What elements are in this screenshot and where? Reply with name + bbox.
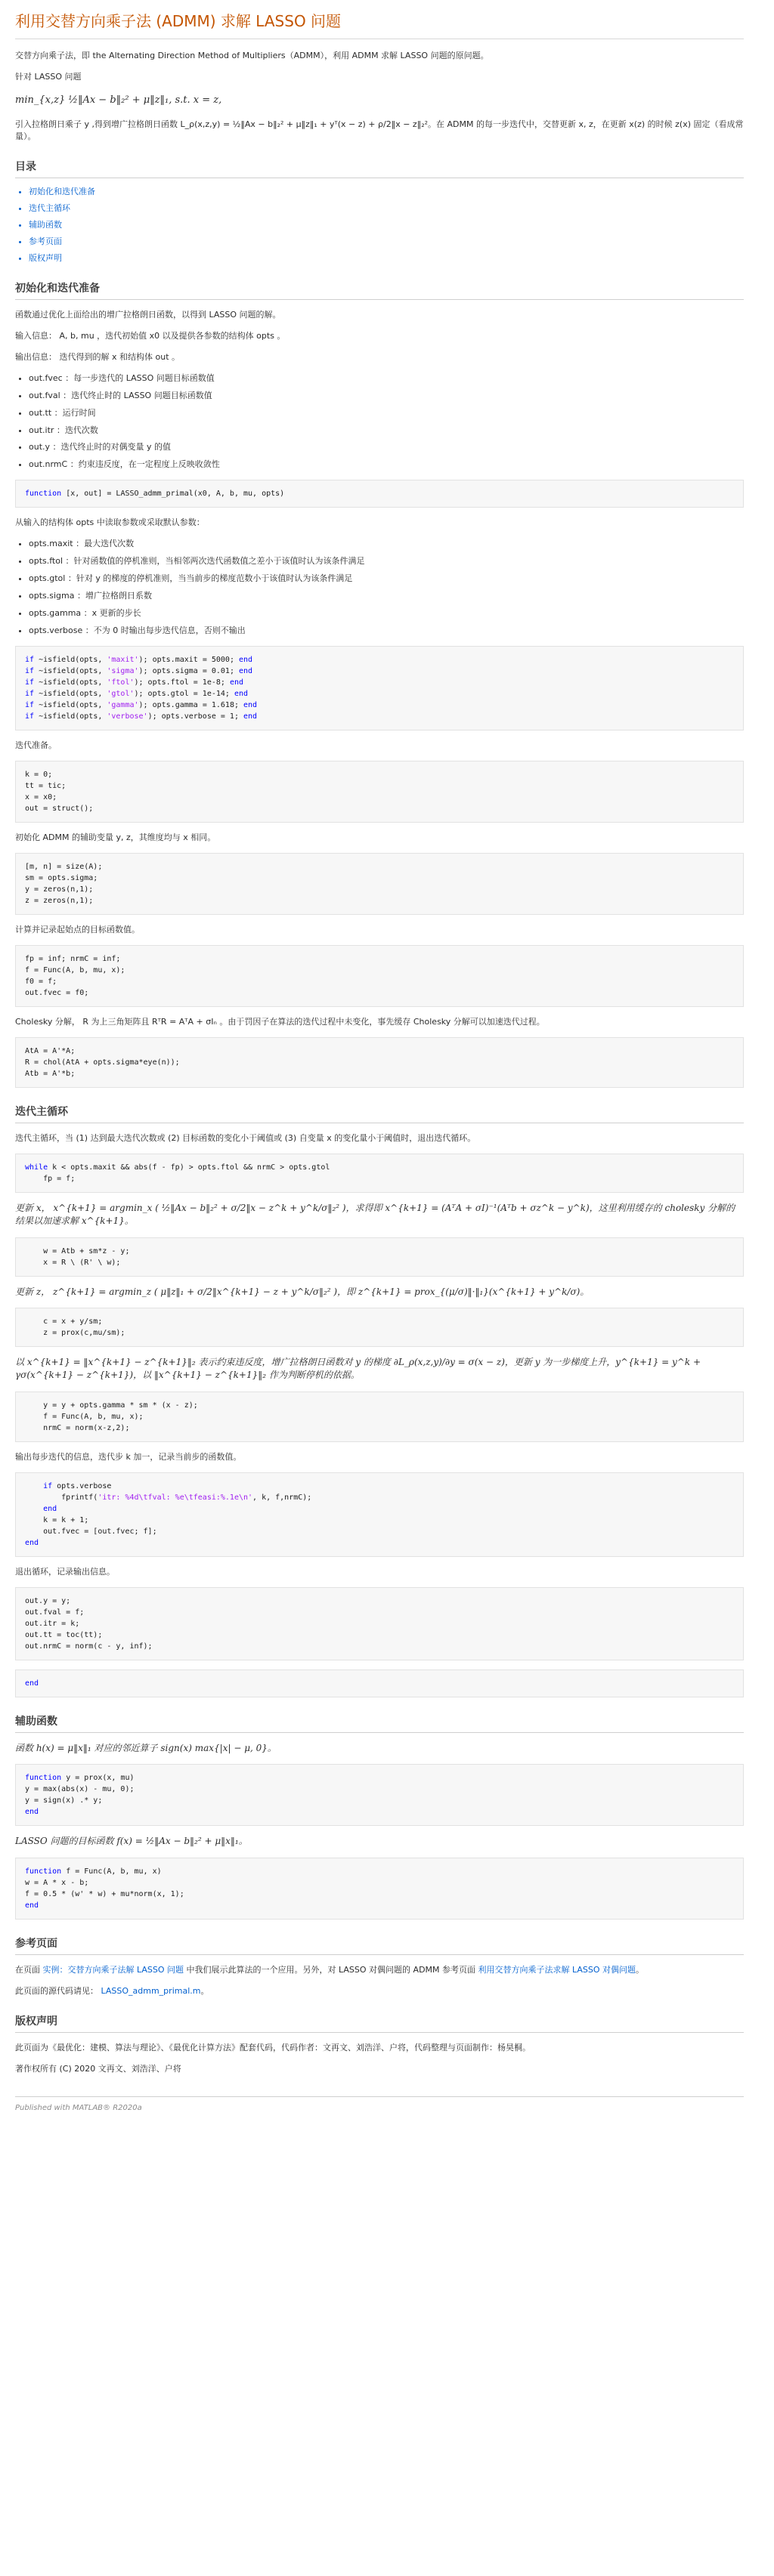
code-keyword: function — [25, 1774, 62, 1783]
code-keyword: end — [243, 712, 258, 721]
code-string: 'gamma' — [107, 700, 139, 709]
code-text: ~isfield(opts, — [34, 712, 107, 721]
intro-paragraph: 交替方向乘子法，即 the Alternating Direction Method of Multipliers（ADMM），利用 ADMM 求解 LASSO 问题的原问题。 — [15, 51, 489, 60]
code-block: function [x, out] = LASSO_admm_primal(x0, A, b, mu, opts) — [15, 480, 744, 508]
code-keyword: function — [25, 1867, 62, 1876]
text-span: 中我们展示此算法的一个应用。另外，对 LASSO 对偶问题的 ADMM 参考页面 — [184, 1965, 478, 1975]
list-item: • opts.gtol ：针对 y 的梯度的停机准则，当当前步的梯度范数小于该值时认为该条件满足 — [29, 573, 744, 585]
code-block — [15, 1764, 744, 1826]
code-text: [x, out] = LASSO_admm_primal(x0, A, b, mu, opts) — [61, 490, 285, 499]
code-text: y = prox(x, mu) y = max(abs(x) - mu, 0); y = sign(x) .* y; — [25, 1774, 135, 1805]
section-text: 退出循环，记录输出信息。 — [15, 1566, 115, 1577]
code-text: ); opts.maxit = 5000; — [138, 655, 239, 664]
code-keyword: if — [43, 1481, 53, 1490]
code-keyword: if — [25, 689, 35, 698]
toc-link-helpers[interactable]: 辅助函数 — [29, 219, 62, 230]
section-text: 函数 h(x) = μ‖x‖₁ 对应的邻近算子 sign(x) max{|x| − μ, 0}。 — [15, 1742, 277, 1753]
source-file-link[interactable]: LASSO_admm_primal.m — [101, 1986, 201, 1996]
section-text — [15, 1985, 744, 1997]
section-text: 输出每步迭代的信息，迭代步 k 加一，记录当前步的函数值。 — [15, 1451, 242, 1462]
toc-list — [15, 186, 744, 264]
problem-equation: min_{x,z} ½‖Ax − b‖₂² + μ‖z‖₁, s.t. x = z, — [15, 94, 222, 106]
code-keyword: end — [43, 1504, 57, 1513]
dual-problem-link[interactable]: 利用交替方向乘子法求解 LASSO 对偶问题 — [478, 1965, 636, 1975]
code-keyword: if — [25, 678, 35, 687]
section-text: 迭代主循环，当 (1) 达到最大迭代次数或 (2) 目标函数的变化小于阈值或 (3) 自变量 x 的变化量小于阈值时，退出迭代循环。 — [15, 1132, 476, 1143]
toc-link-refs[interactable]: 参考页面 — [29, 236, 62, 246]
section-heading-init: 初始化和迭代准备 — [15, 281, 744, 300]
toc-heading: 目录 — [15, 159, 744, 178]
example-link[interactable]: 实例：交替方向乘子法解 LASSO 问题 — [42, 1965, 184, 1975]
section-text — [15, 1964, 744, 1976]
code-text: ); opts.gamma = 1.618; — [138, 700, 244, 709]
section-text: 更新 z， z^{k+1} = argmin_z ( μ‖z‖₁ + σ/2‖x^{k+1} − z + y^k/σ‖₂² )，即 z^{k+1} = prox_{(μ/σ)‖·‖₁}(x^{k+1} + y^k/σ)。 — [15, 1286, 590, 1297]
code-string: 'gtol' — [107, 689, 135, 698]
code-string: 'ftol' — [107, 678, 135, 687]
section-heading-loop: 迭代主循环 — [15, 1104, 744, 1123]
code-keyword: if — [25, 712, 35, 721]
text-span: 此页面的源代码请见： — [15, 1986, 101, 1996]
page-title: 利用交替方向乘子法 (ADMM) 求解 LASSO 问题 — [15, 11, 744, 39]
section-text: 计算并记录起始点的目标函数值。 — [15, 924, 140, 934]
intro-paragraph-2: 针对 LASSO 问题 — [15, 71, 82, 82]
code-block — [15, 1669, 744, 1697]
section-text: 从输入的结构体 opts 中读取参数或采取默认参数： — [15, 517, 205, 528]
toc-item[interactable] — [29, 252, 744, 264]
toc-item[interactable] — [29, 219, 744, 231]
toc-link-init[interactable]: 初始化和迭代准备 — [29, 186, 95, 196]
list-item: • opts.ftol ：针对函数值的停机准则，当相邻两次迭代函数值之差小于该值时认为该条件满足 — [29, 555, 744, 567]
code-block — [15, 1858, 744, 1920]
out-field-list — [15, 372, 744, 471]
section-text: 函数通过优化上面给出的增广拉格朗日函数，以得到 LASSO 问题的解。 — [15, 309, 281, 320]
code-text — [25, 1482, 43, 1490]
published-footer: Published with MATLAB® R2020a — [15, 2096, 744, 2114]
code-text: fp = f; — [25, 1174, 76, 1183]
section-heading-copyright: 版权声明 — [15, 2014, 744, 2033]
code-block: while k < opts.maxit && abs(f - fp) > opts.ftol && nrmC > opts.gtol fp = f; — [15, 1154, 744, 1193]
code-keyword: if — [25, 655, 35, 664]
code-keyword: end — [238, 666, 253, 675]
list-item: • out.y ：迭代终止时的对偶变量 y 的值 — [29, 441, 744, 453]
text-span: 。 — [200, 1986, 209, 1996]
list-item: • opts.maxit ：最大迭代次数 — [29, 538, 744, 550]
code-text: ); opts.sigma = 0.01; — [138, 666, 239, 675]
code-string: 'verbose' — [107, 712, 148, 721]
section-text: LASSO 问题的目标函数 f(x) = ½‖Ax − b‖₂² + μ‖x‖₁。 — [15, 1836, 248, 1847]
list-item: • out.nrmC ：约束违反度，在一定程度上反映收敛性 — [29, 459, 744, 471]
code-keyword: end — [25, 1679, 39, 1688]
code-block: k = 0; tt = tic; x = x0; out = struct(); — [15, 761, 744, 823]
code-text: k < opts.maxit && abs(f - fp) > opts.ftol && nrmC > opts.gtol — [48, 1163, 330, 1172]
code-block: c = x + y/sm; z = prox(c,mu/sm); — [15, 1308, 744, 1347]
opts-field-list — [15, 538, 744, 637]
code-text: k = k + 1; out.fvec = [out.fvec; f]; — [43, 1515, 157, 1536]
code-text: ~isfield(opts, — [34, 655, 107, 664]
code-keyword: end — [238, 655, 253, 664]
code-string: 'sigma' — [107, 666, 139, 675]
code-text: ); opts.gtol = 1e-14; — [134, 689, 234, 698]
code-string: 'maxit' — [107, 655, 139, 664]
toc-item[interactable] — [29, 236, 744, 248]
section-text: 迭代准备。 — [15, 740, 57, 750]
section-heading-helpers: 辅助函数 — [15, 1714, 744, 1733]
code-keyword: end — [25, 1901, 39, 1910]
code-block-opts — [15, 646, 744, 730]
text-span: 。 — [636, 1965, 645, 1975]
section-heading-refs: 参考页面 — [15, 1936, 744, 1955]
code-keyword: end — [229, 678, 243, 687]
code-text: ~isfield(opts, — [34, 689, 107, 698]
code-text: , k, f,nrmC); — [252, 1493, 312, 1502]
code-text: ); opts.ftol = 1e-8; — [134, 678, 230, 687]
code-keyword: end — [25, 1808, 39, 1817]
toc-item[interactable] — [29, 202, 744, 215]
list-item: • opts.verbose ：不为 0 时输出每步迭代信息，否则不输出 — [29, 625, 744, 637]
code-keyword: end — [25, 1538, 39, 1547]
section-text: 更新 x， x^{k+1} = argmin_x ( ½‖Ax − b‖₂² + σ/2‖x − z^k + y^k/σ‖₂² )，求得即 x^{k+1} = (AᵀA + σI)⁻¹(Aᵀb + σz^k − y^k)，这里利用缓存的 cholesky 分解的结果以加速求解 x^{k+1}。 — [15, 1202, 735, 1227]
code-block: w = Atb + sm*z - y; x = R \ (R' \ w); — [15, 1237, 744, 1277]
section-text: 初始化 ADMM 的辅助变量 y, z，其维度均与 x 相同。 — [15, 832, 216, 842]
section-text: 著作权所有 (C) 2020 文再文、刘浩洋、户将 — [15, 2064, 181, 2074]
section-text: 以 x^{k+1} = ‖x^{k+1} − z^{k+1}‖₂ 表示约束违反度，增广拉格朗日函数对 y 的梯度 ∂L_ρ(x,z,y)/∂y = σ(x − z)，更新 y 为一步梯度上升，y^{k+1} = y^k + γσ(x^{k+1} − z^{k+1})，以 ‖x^{k+1} − z^{k+1}‖₂ 作为判断停机的依据。 — [15, 1357, 701, 1381]
code-block: y = y + opts.gamma * sm * (x - z); f = Func(A, b, mu, x); nrmC = norm(x-z,2); — [15, 1391, 744, 1442]
section-text: 输入信息： A, b, mu ，迭代初始值 x0 以及提供各参数的结构体 opts 。 — [15, 330, 286, 341]
code-text: f = Func(A, b, mu, x) w = A * x - b; f = 0.5 * (w' * w) + mu*norm(x, 1); — [25, 1867, 184, 1898]
list-item: • out.fval ：迭代终止时的 LASSO 问题目标函数值 — [29, 390, 744, 402]
code-block: fp = inf; nrmC = inf; f = Func(A, b, mu, x); f0 = f; out.fvec = f0; — [15, 945, 744, 1007]
toc-item[interactable] — [29, 186, 744, 198]
section-text: 此页面为《最优化：建模、算法与理论》、《最优化计算方法》配套代码，代码作者：文再文、刘浩洋、户将，代码整理与页面制作：杨昊桐。 — [15, 2043, 531, 2053]
lagrangian-paragraph: 引入拉格朗日乘子 y ,得到增广拉格朗日函数 L_ρ(x,z,y) = ½‖Ax − b‖₂² + μ‖z‖₁ + yᵀ(x − z) + ρ/2‖x − z‖₂²。在 ADMM 的每一步迭代中，交替更新 x, z，在更新 x(z) 的时候 z(x) 固定（看成常量）。 — [15, 119, 744, 141]
code-block: AtA = A'*A; R = chol(AtA + opts.sigma*eye(n)); Atb = A'*b; — [15, 1037, 744, 1088]
toc-link-loop[interactable]: 迭代主循环 — [29, 202, 70, 213]
code-block-verbose — [15, 1472, 744, 1557]
list-item: • out.fvec ：每一步迭代的 LASSO 问题目标函数值 — [29, 372, 744, 385]
code-string: 'itr: %4d\tfval: %e\tfeasi:%.1e\n' — [98, 1493, 253, 1502]
code-keyword: end — [243, 700, 258, 709]
code-keyword: if — [25, 700, 35, 709]
section-text: 输出信息： 迭代得到的解 x 和结构体 out 。 — [15, 351, 181, 362]
text-span: 在页面 — [15, 1965, 43, 1975]
code-text: opts.verbose fprintf( — [57, 1481, 112, 1502]
code-block: [m, n] = size(A); sm = opts.sigma; y = zeros(n,1); z = zeros(n,1); — [15, 853, 744, 915]
section-text: Cholesky 分解， R 为上三角矩阵且 RᵀR = AᵀA + σIₙ 。由于罚因子在算法的迭代过程中未变化，事先缓存 Cholesky 分解可以加速迭代过程。 — [15, 1016, 545, 1027]
code-keyword: if — [25, 666, 35, 675]
code-text: ); opts.verbose = 1; — [147, 712, 243, 721]
code-text: ~isfield(opts, — [34, 666, 107, 675]
list-item: • opts.gamma ：x 更新的步长 — [29, 607, 744, 619]
list-item: • out.tt ：运行时间 — [29, 407, 744, 419]
code-text: ~isfield(opts, — [34, 678, 107, 687]
code-block: out.y = y; out.fval = f; out.itr = k; out.tt = toc(tt); out.nrmC = norm(c - y, inf); — [15, 1587, 744, 1660]
list-item: • opts.sigma ：增广拉格朗日系数 — [29, 590, 744, 602]
code-keyword: end — [234, 689, 249, 698]
toc-link-copyright[interactable]: 版权声明 — [29, 252, 62, 263]
code-text: ~isfield(opts, — [34, 700, 107, 709]
list-item: • out.itr ：迭代次数 — [29, 425, 744, 437]
